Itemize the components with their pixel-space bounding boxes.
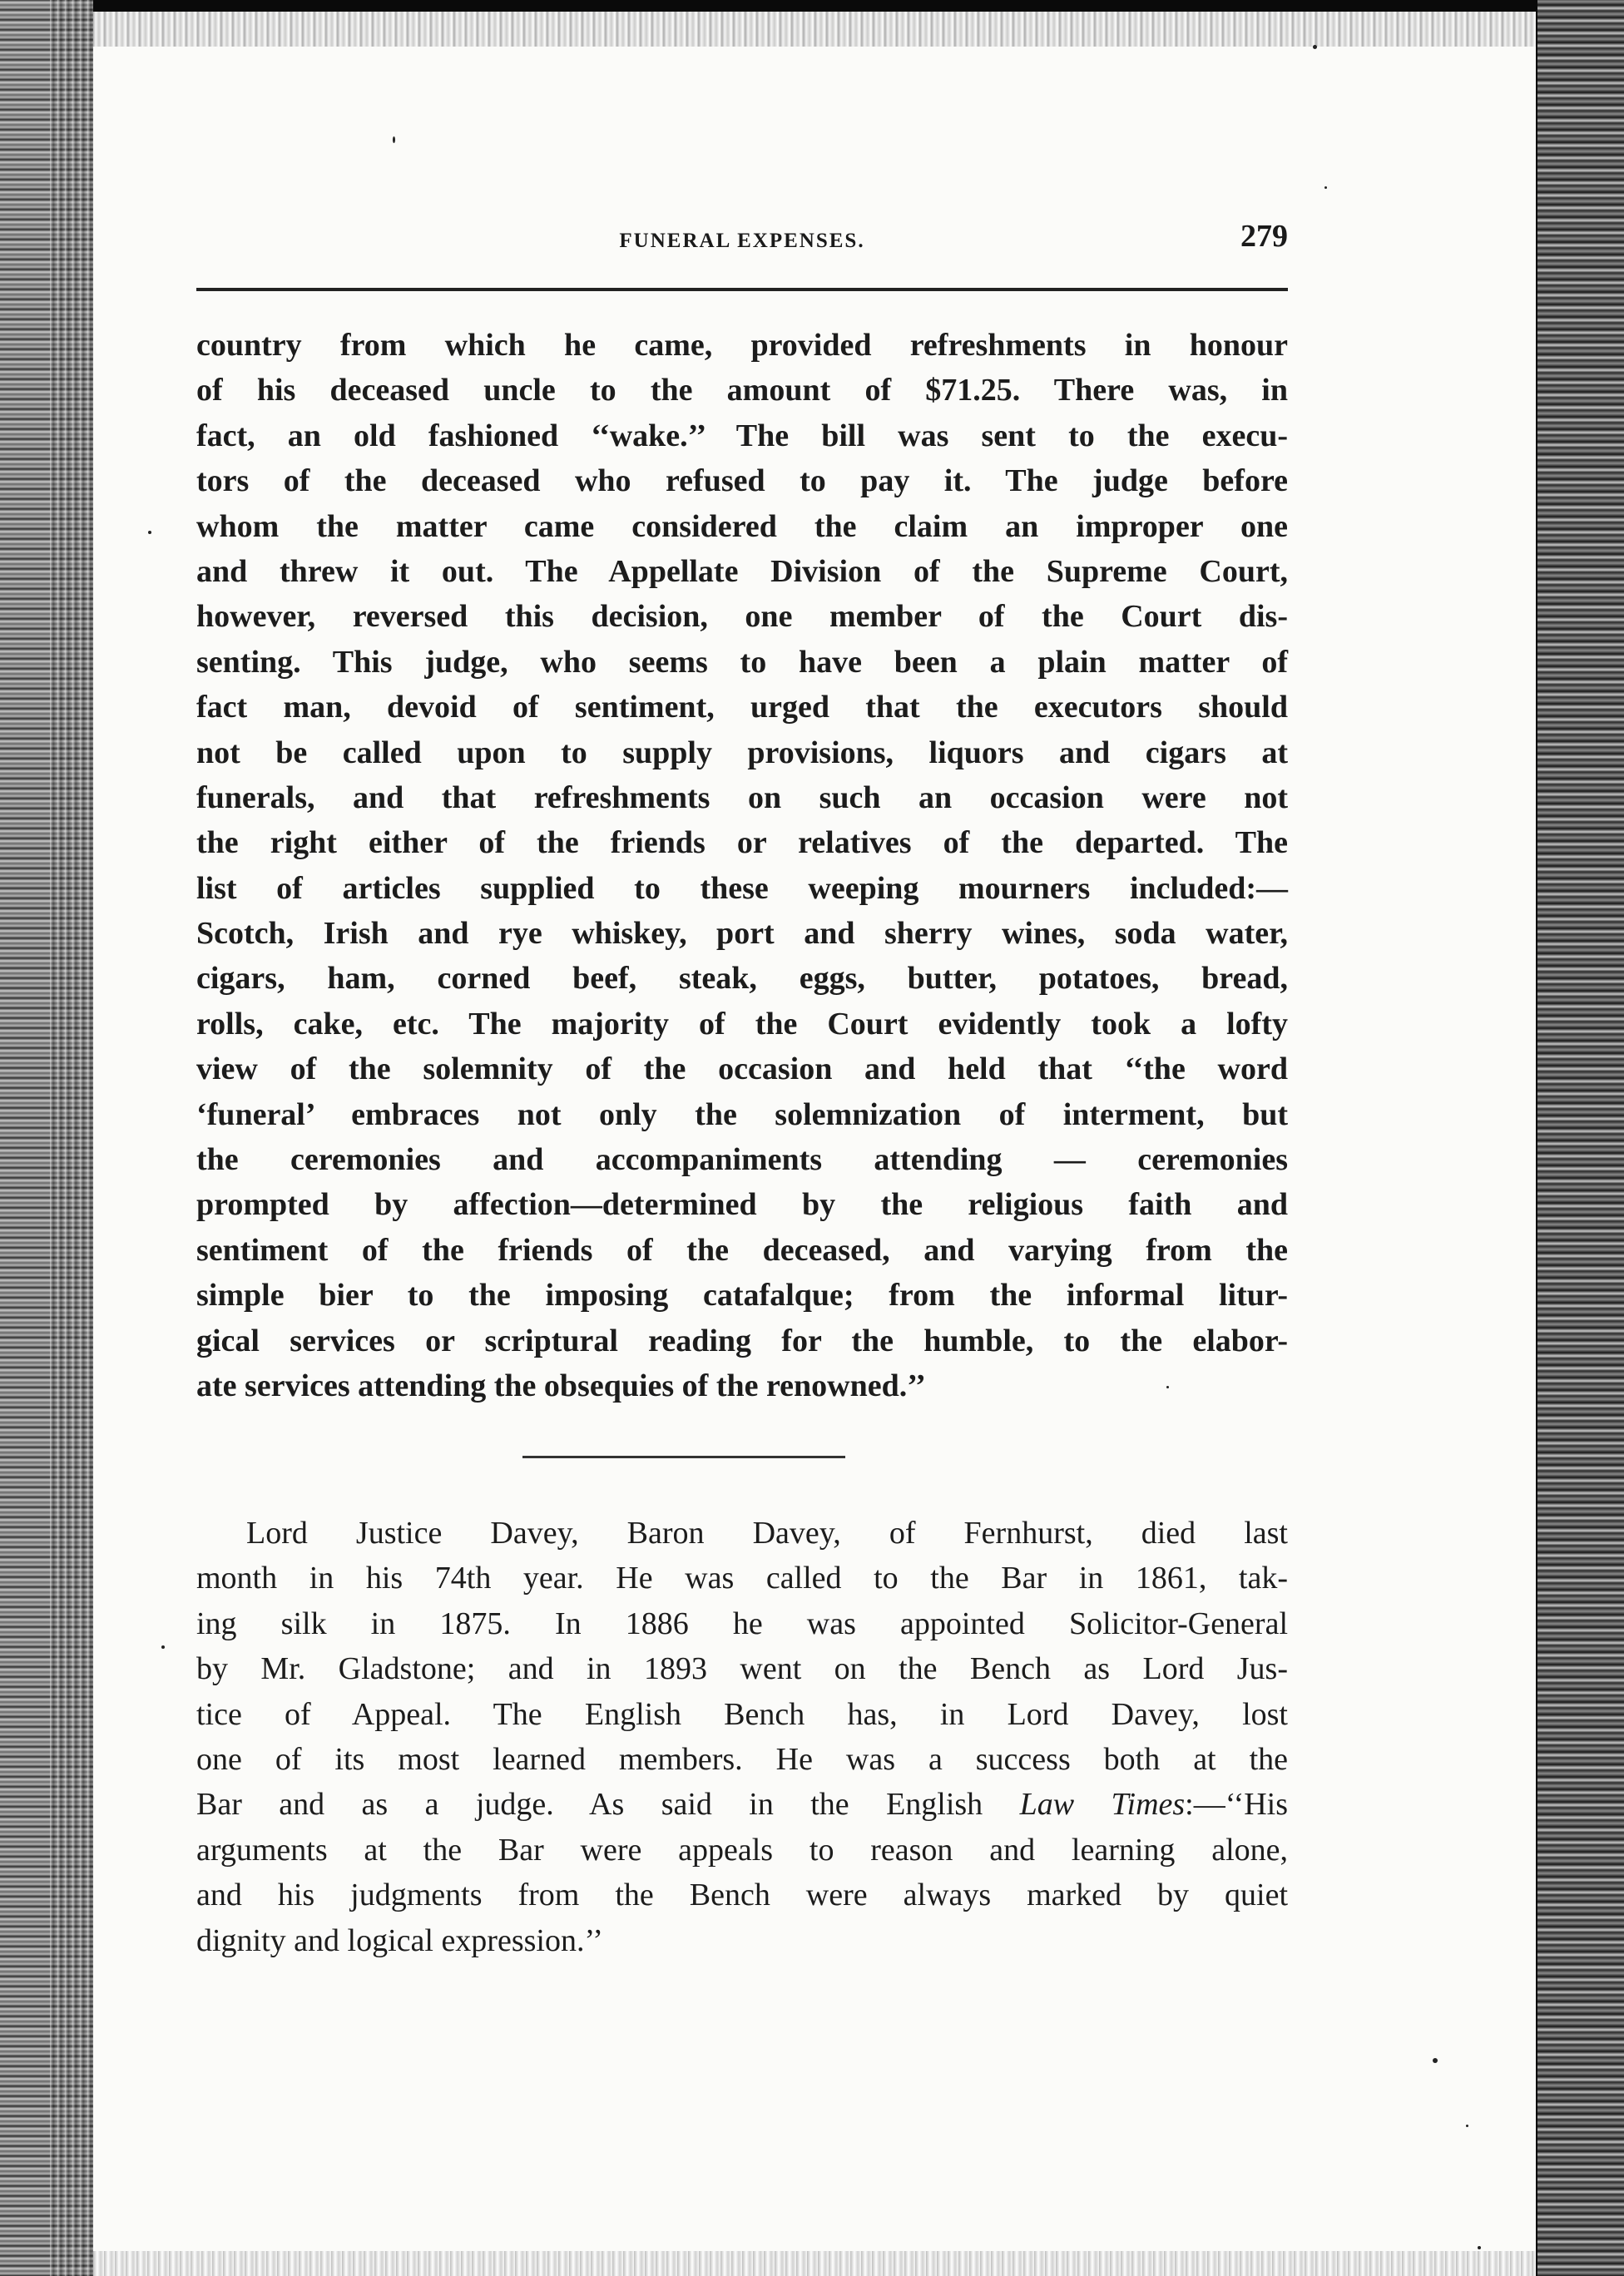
- text-line: rolls, cake, etc. The majority of the Court evidently took a lofty: [196, 1006, 1288, 1042]
- text-line: month in his 74th year. He was called to the Bar in 1861, tak-: [196, 1561, 1288, 1596]
- text-line-with-italic: [196, 1782, 1288, 1827]
- top-scan-noise: [93, 12, 1536, 47]
- text-line: dignity and logical expression.’’: [196, 1922, 603, 1958]
- text-line: not be called upon to supply provisions, liquors and cigars at: [196, 735, 1288, 770]
- ink-speck: [1466, 2125, 1468, 2127]
- running-title: FUNERAL EXPENSES.: [619, 230, 865, 252]
- ink-speck: [1324, 186, 1327, 189]
- text-run: Bar and as a judge. As said in the English: [196, 1787, 1020, 1823]
- ink-speck: [148, 531, 151, 534]
- text-line: prompted by affection—determined by the religious faith and: [196, 1187, 1288, 1223]
- text-run: :—‘‘His: [1185, 1787, 1289, 1823]
- page-number: 279: [1240, 219, 1288, 254]
- text-line: cigars, ham, corned beef, steak, eggs, butter, potatoes, bread,: [196, 961, 1288, 997]
- text-line: list of articles supplied to these weeping mourners included:—: [196, 870, 1288, 906]
- text-line: however, reversed this decision, one member of the Court dis-: [196, 599, 1288, 635]
- ink-speck: [1313, 45, 1317, 49]
- text-line: and his judgments from the Bench were always marked by quiet: [196, 1878, 1288, 1913]
- text-line: sentiment of the friends of the deceased, and varying from the: [196, 1232, 1288, 1268]
- ink-speck: [1433, 2058, 1438, 2063]
- text-line: the ceremonies and accompaniments attending — ceremonies: [196, 1142, 1288, 1178]
- italic-publication-title: Law Times: [1019, 1787, 1186, 1823]
- ink-speck: [393, 136, 395, 143]
- text-line: country from which he came, provided refreshments in honour: [196, 328, 1288, 363]
- bottom-scan-noise: [93, 2251, 1536, 2276]
- text-line: view of the solemnity of the occasion and held that ‘‘the word: [196, 1051, 1288, 1087]
- text-line: arguments at the Bar were appeals to reason and learning alone,: [196, 1832, 1288, 1868]
- section-divider: [522, 1456, 845, 1458]
- right-page-edge: [1537, 0, 1624, 2276]
- text-line: Scotch, Irish and rye whiskey, port and sherry wines, soda water,: [196, 916, 1288, 952]
- text-line: and threw it out. The Appellate Division of the Supreme Court,: [196, 553, 1288, 589]
- running-head: [196, 218, 1288, 260]
- ink-speck: [1478, 2246, 1481, 2249]
- header-rule: [196, 288, 1288, 291]
- text-line: ate services attending the obsequies of the renowned.’’: [196, 1368, 926, 1403]
- text-line: the right either of the friends or relatives of the departed. The: [196, 825, 1288, 861]
- text-line: one of its most learned members. He was a success both at the: [196, 1741, 1288, 1777]
- text-line: tors of the deceased who refused to pay it. The judge before: [196, 463, 1288, 499]
- text-line: Lord Justice Davey, Baron Davey, of Fernhurst, died last: [246, 1516, 1288, 1551]
- text-line: ‘funeral’ embraces not only the solemnization of interment, but: [196, 1096, 1288, 1132]
- text-line: tice of Appeal. The English Bench has, in Lord Davey, lost: [196, 1696, 1288, 1732]
- text-line: ing silk in 1875. In 1886 he was appointed Solicitor-General: [196, 1606, 1288, 1641]
- text-line: by Mr. Gladstone; and in 1893 went on the Bench as Lord Jus-: [196, 1651, 1288, 1687]
- text-line: funerals, and that refreshments on such an occasion were not: [196, 779, 1288, 815]
- left-page-edge: [0, 0, 93, 2276]
- text-line: gical services or scriptural reading for the humble, to the elabor-: [196, 1323, 1288, 1358]
- text-line: senting. This judge, who seems to have been a plain matter of: [196, 644, 1288, 680]
- text-line: simple bier to the imposing catafalque; from the informal litur-: [196, 1278, 1288, 1314]
- text-line: fact man, devoid of sentiment, urged that the executors should: [196, 690, 1288, 725]
- text-line: fact, an old fashioned ‘‘wake.’’ The bill was sent to the execu-: [196, 418, 1288, 453]
- text-line: whom the matter came considered the claim an improper one: [196, 508, 1288, 544]
- passage-one: [196, 323, 1288, 1408]
- ink-speck: [161, 1645, 165, 1649]
- text-line: of his deceased uncle to the amount of $71.25. There was, in: [196, 373, 1288, 408]
- passage-two: [196, 1511, 1288, 1963]
